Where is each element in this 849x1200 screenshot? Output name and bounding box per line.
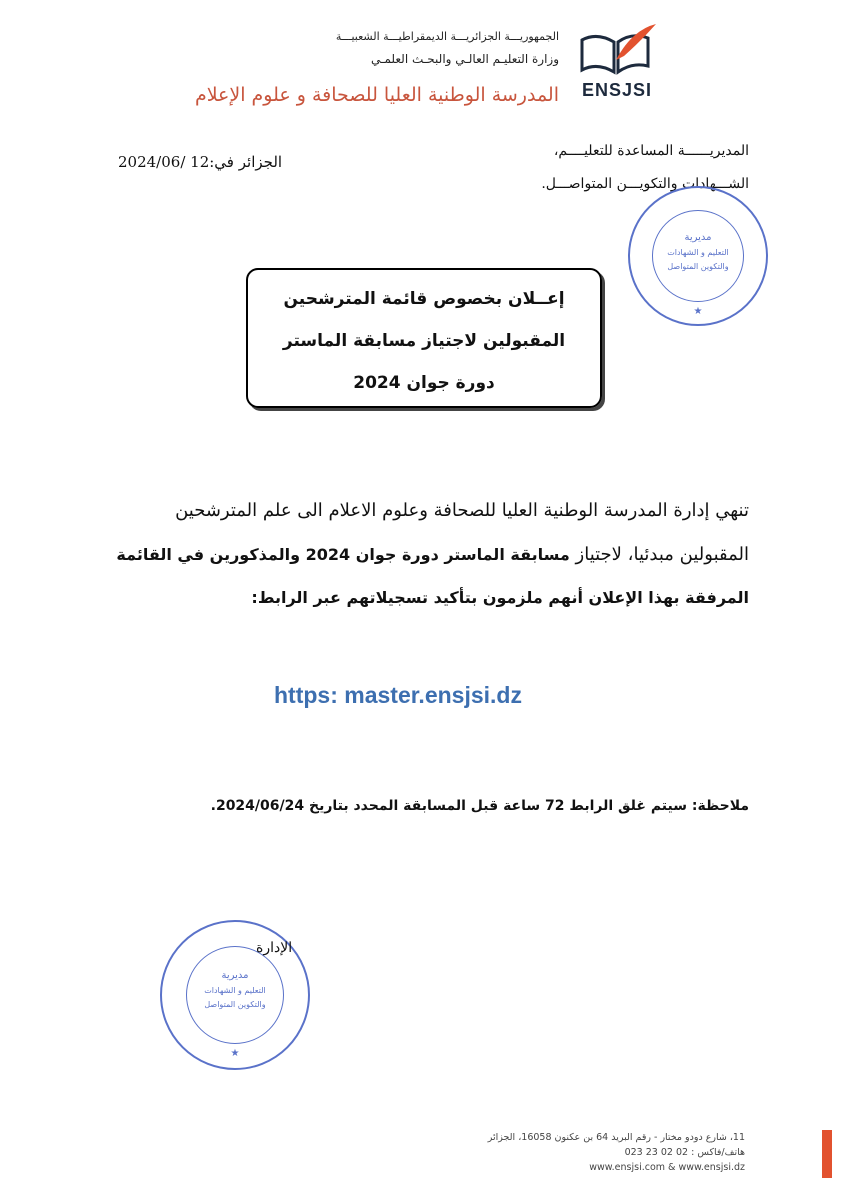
stamp-bottom-line-2: التعليم و الشهادات [204, 986, 266, 995]
footer-phone: هاتف/فاكس : 02 02 23 023 [624, 1147, 745, 1158]
book-quill-icon [572, 20, 662, 80]
stamp-line-2: التعليم و الشهادات [667, 248, 729, 257]
signature-label: الإدارة [256, 940, 293, 956]
body-line-2-normal: المقبولين مبدئيا، لاجتياز [569, 544, 749, 565]
logo-text: ENSJSI [581, 80, 653, 100]
official-stamp [628, 186, 768, 326]
footer-address: 11، شارع دودو مختار - رقم البريد 64 بن عكنون 16058، الجزائر [487, 1132, 745, 1143]
star-icon: ★ [693, 306, 703, 317]
republic-name: الجمهوريـــة الجزائريـــة الديمقراطيـــة الشعبيـــة [335, 30, 559, 43]
stamp-bottom-line-3: والتكوين المتواصل [204, 1000, 266, 1009]
directorate-line-2: الشـــهادات والتكويـــن المتواصـــل. [541, 176, 749, 192]
footer-accent-bar [822, 1130, 832, 1178]
title-line-2: المقبولين لاجتياز مسابقة الماستر [282, 331, 566, 351]
title-line-1: إعــلان بخصوص قائمة المترشحين [283, 289, 565, 309]
date-line: الجزائر في:12 /2024/06 [118, 153, 283, 171]
body-line-3: المرفقة بهذا الإعلان أنهم ملزمون بتأكيد تسجيلاتهم عبر الرابط: [251, 588, 749, 607]
announcement-title [246, 268, 602, 408]
body-line-2 [116, 544, 749, 565]
body-line-2-bold: مسابقة الماستر دورة جوان 2024 والمذكورين في القائمة [116, 545, 570, 564]
title-line-3: دورة جوان 2024 [353, 373, 495, 393]
ministry-name: وزارة التعليـم العالـي والبحـث العلمـي [370, 52, 559, 66]
registration-link[interactable]: https: master.ensjsi.dz [274, 682, 522, 708]
stamp-line-1: مديرية [684, 232, 712, 243]
footer-web: www.ensjsi.com & www.ensjsi.dz [589, 1162, 745, 1173]
star-icon: ★ [230, 1048, 240, 1059]
stamp-bottom-line-1: مديرية [221, 970, 249, 981]
stamp-line-3: والتكوين المتواصل [667, 262, 729, 271]
directorate-line-1: المديريــــــة المساعدة للتعليــــم، [553, 143, 749, 159]
note: ملاحظة: سيتم غلق الرابط 72 ساعة قبل المسابقة المحدد بتاريخ 2024/06/24. [210, 798, 749, 814]
school-name: المدرسة الوطنية العليا للصحافة و علوم الإعلام [194, 84, 559, 106]
body-line-1: تنهي إدارة المدرسة الوطنية العليا للصحافة وعلوم الاعلام الى علم المترشحين [175, 500, 749, 521]
